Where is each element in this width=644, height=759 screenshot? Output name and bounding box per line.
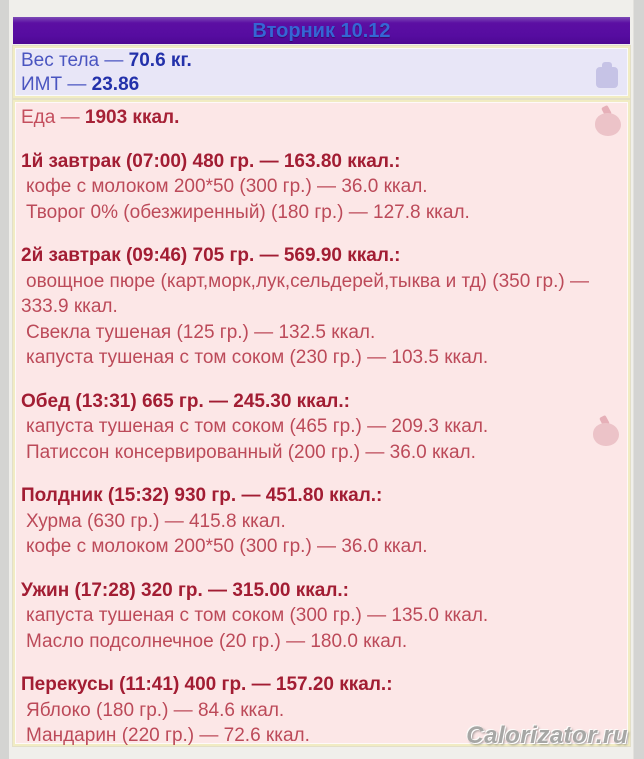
meal-section[interactable] xyxy=(21,149,618,226)
meal-items xyxy=(21,509,618,560)
body-weight-value: 70.6 кг. xyxy=(128,50,192,71)
day-header-bar[interactable] xyxy=(13,17,630,44)
meal-title: Перекусы (11:41) 400 гр. — 157.20 ккал.: xyxy=(21,674,393,695)
weight-card[interactable] xyxy=(13,46,630,98)
food-diary-card[interactable] xyxy=(13,100,630,746)
apple-icon[interactable] xyxy=(594,106,622,136)
body-weight-label: Вес тела — xyxy=(21,50,124,71)
body-weight-line xyxy=(21,49,588,73)
food-item: капуста тушеная с том соком (465 гр.) — 209.3 ккал. xyxy=(26,416,489,437)
calorizator-watermark: Calorizator.ru xyxy=(466,722,628,749)
meal-section[interactable] xyxy=(21,483,618,560)
bmi-label: ИМТ — xyxy=(21,74,87,95)
food-item: Масло подсолнечное (20 гр.) — 180.0 ккал. xyxy=(26,630,408,652)
day-title: Вторник 10.12 xyxy=(252,19,391,42)
food-item: Яблоко (180 гр.) — 84.6 ккал. xyxy=(26,699,285,721)
food-item: кофе с молоком 200*50 (300 гр.) — 36.0 ккал. xyxy=(26,536,428,557)
left-margin-strip xyxy=(0,0,9,759)
food-item: Свекла тушеная (125 гр.) — 132.5 ккал. xyxy=(26,321,376,343)
food-item: капуста тушеная с том соком (230 гр.) — 103.5 ккал. xyxy=(26,347,489,368)
meal-items xyxy=(21,603,618,654)
food-item: овощное пюре (карт,морк,лук,сельдерей,тыква и тд) (350 гр.) — 333.9 ккал. xyxy=(21,270,589,317)
food-total-value: 1903 ккал. xyxy=(84,107,180,128)
bmi-value: 23.86 xyxy=(91,74,140,95)
meal-section[interactable] xyxy=(21,389,618,466)
meal-title: Ужин (17:28) 320 гр. — 315.00 ккал.: xyxy=(21,579,349,601)
food-item: Творог 0% (обезжиренный) (180 гр.) — 127.8 ккал. xyxy=(26,201,470,223)
meal-items xyxy=(21,414,618,465)
kettlebell-icon[interactable] xyxy=(596,62,618,88)
kettlebell-body xyxy=(596,67,618,88)
food-total-line xyxy=(21,105,618,131)
meal-title: 1й завтрак (07:00) 480 гр. — 163.80 ккал.: xyxy=(21,150,401,172)
meal-items xyxy=(21,174,618,225)
meal-list xyxy=(21,149,618,749)
bmi-line xyxy=(21,73,588,97)
apple-body xyxy=(595,113,621,136)
apple-body xyxy=(593,423,619,446)
meal-items xyxy=(21,269,618,371)
apple-icon[interactable] xyxy=(592,416,620,446)
meal-title: Обед (13:31) 665 гр. — 245.30 ккал.: xyxy=(21,390,350,412)
food-item: Патиссон консервированный (200 гр.) — 36.0 ккал. xyxy=(26,441,476,463)
meal-section[interactable] xyxy=(21,578,618,655)
food-label: Еда — xyxy=(21,107,80,128)
food-item: Мандарин (220 гр.) — 72.6 ккал. xyxy=(26,725,310,746)
meal-title: 2й завтрак (09:46) 705 гр. — 569.90 ккал.: xyxy=(21,245,401,266)
meal-section[interactable] xyxy=(21,243,618,371)
food-item: капуста тушеная с том соком (300 гр.) — 135.0 ккал. xyxy=(26,605,489,626)
meal-title: Полдник (15:32) 930 гр. — 451.80 ккал.: xyxy=(21,485,383,506)
food-item: Хурма (630 гр.) — 415.8 ккал. xyxy=(26,510,286,532)
food-item: кофе с молоком 200*50 (300 гр.) — 36.0 ккал. xyxy=(26,176,428,197)
right-scrollbar-strip[interactable] xyxy=(633,0,644,759)
